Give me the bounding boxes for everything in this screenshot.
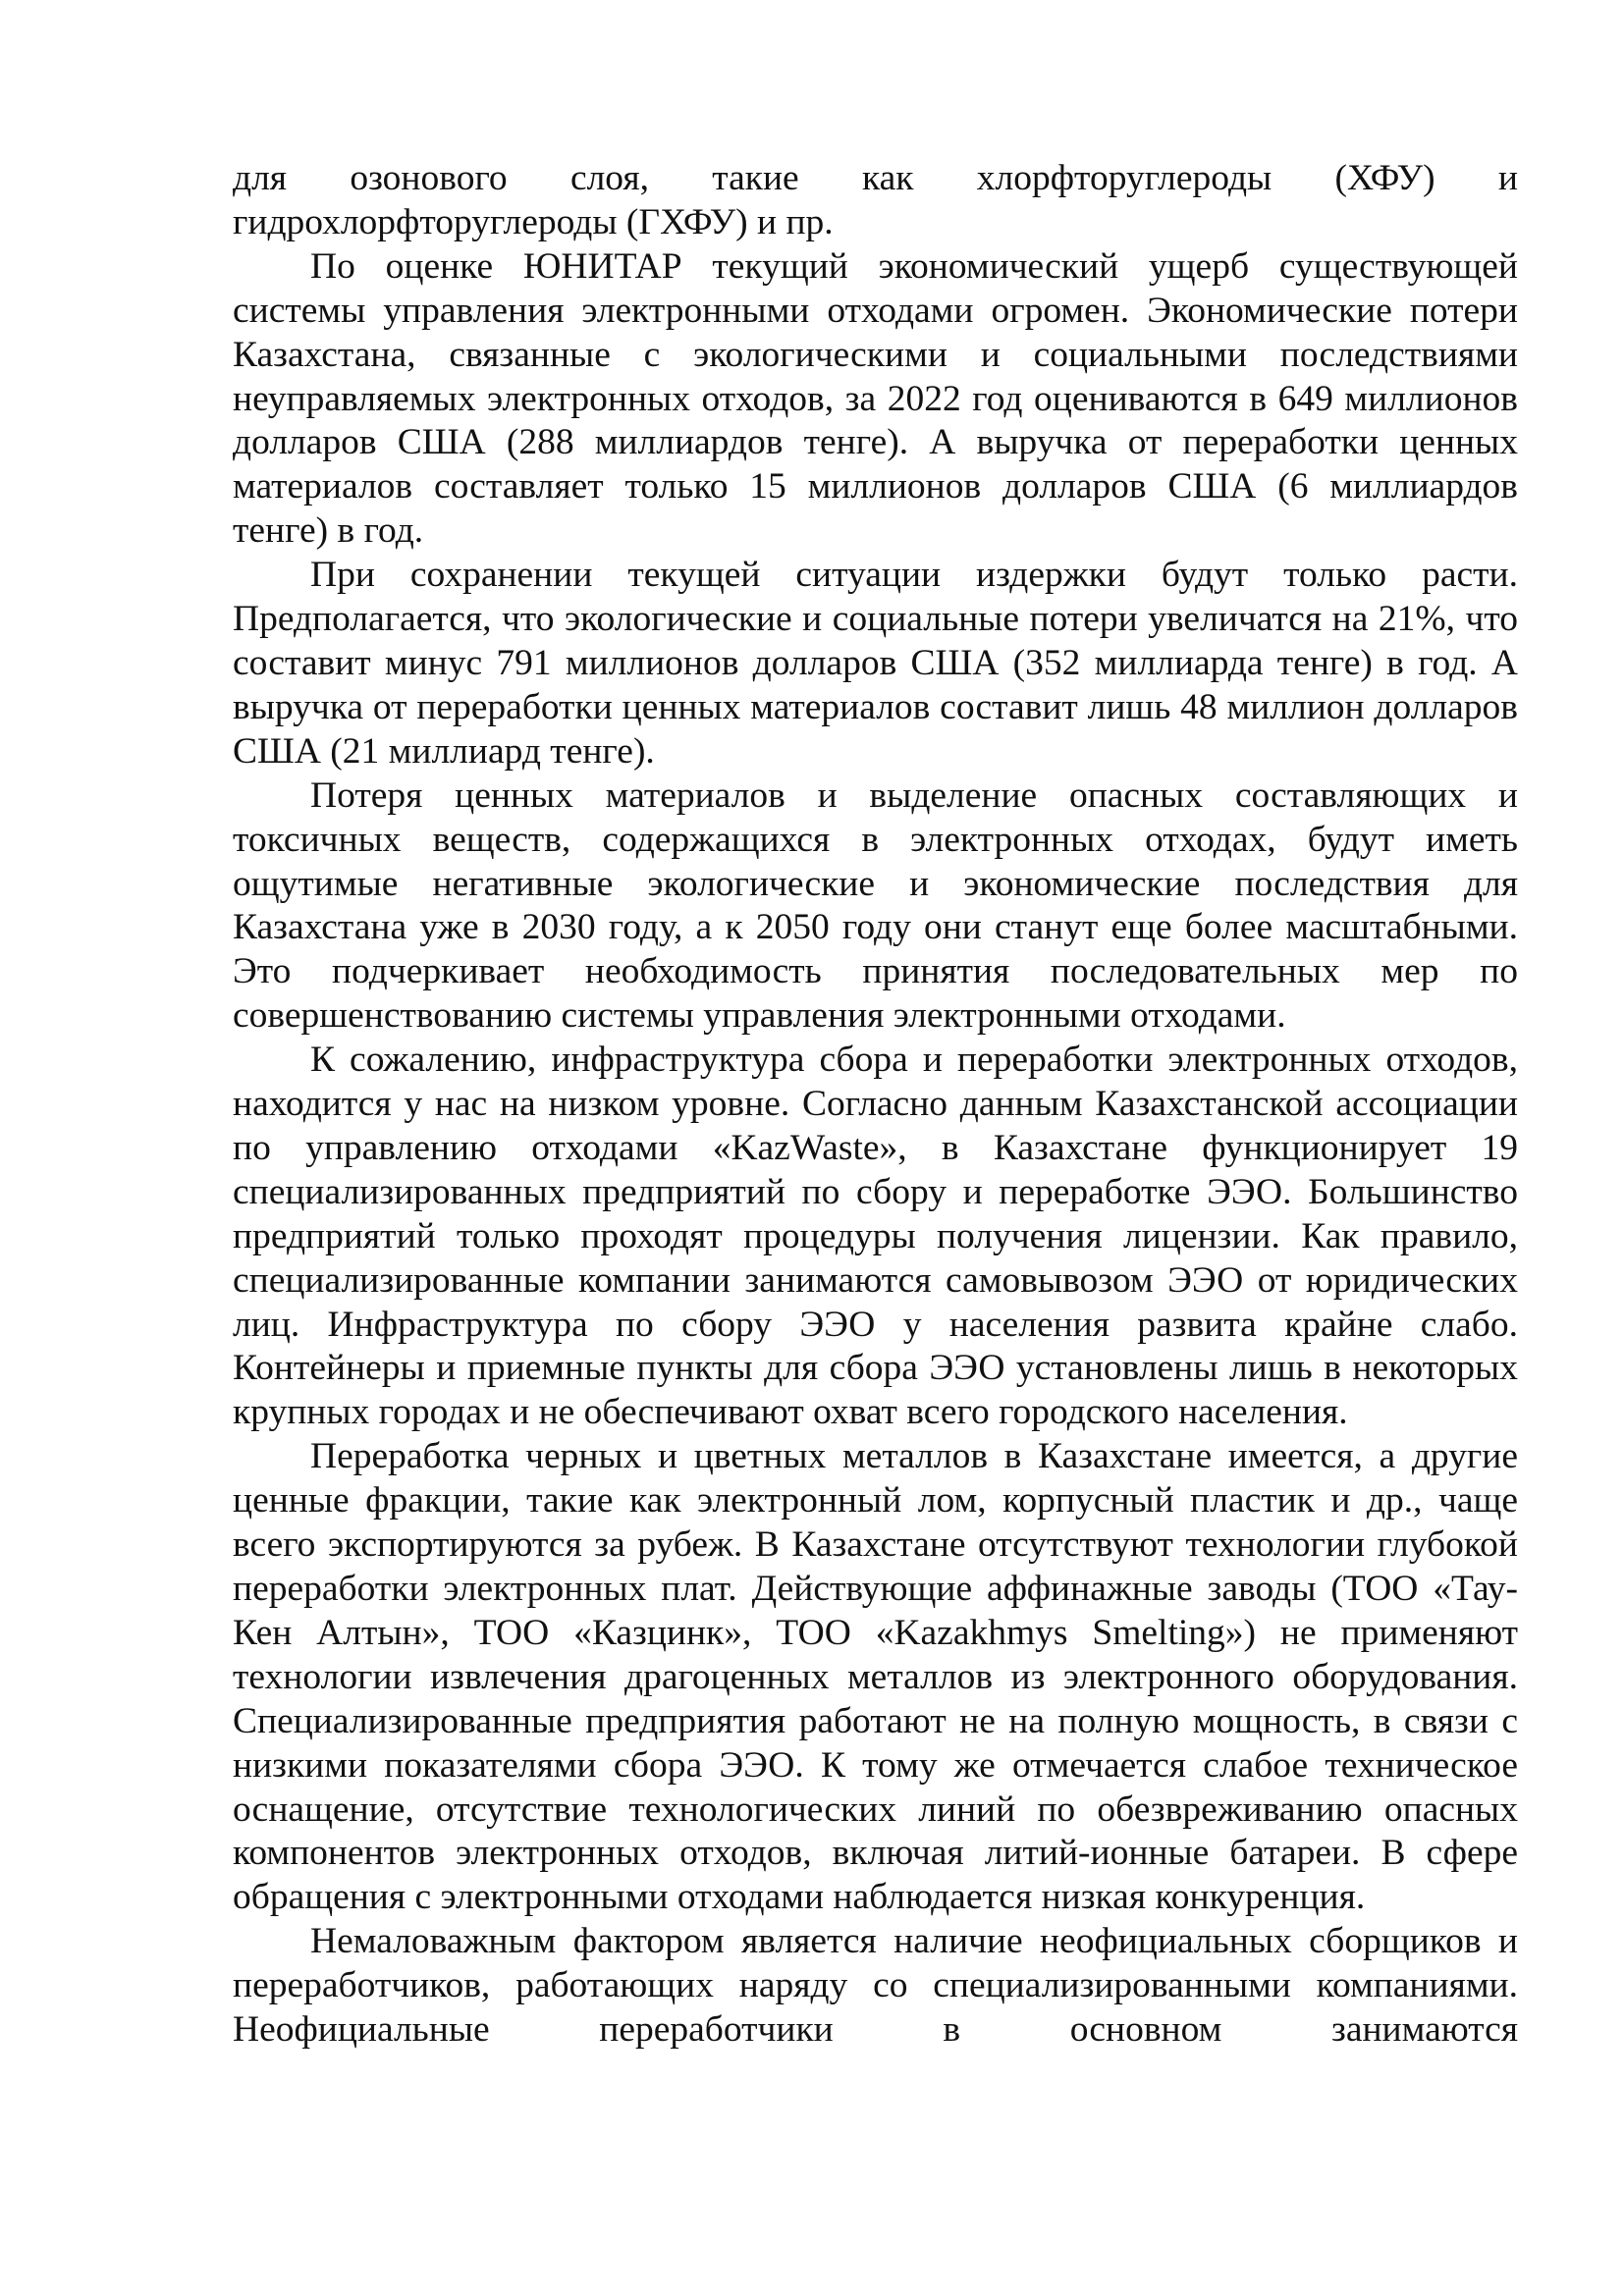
paragraph-5: К сожалению, инфраструктура сбора и переработки электронных отходов, находится у нас на низком уровне. Согласно данным Казахстанской ассоциации по управлению отходами «KazWaste», в Казахстане функционирует 19 специализированных предприятий по сбору и переработке ЭЭО. Большинство предприятий только проходят процедуры получения лицензии. Как правило, специализированные компании занимаются самовывозом ЭЭО от юридических лиц. Инфраструктура по сбору ЭЭО у населения развита крайне слабо. Контейнеры и приемные пункты для сбора ЭЭО установлены лишь в некоторых крупных городах и не обеспечивают охват всего городского населения. (233, 1040, 1518, 1433)
paragraph-4: Потеря ценных материалов и выделение опасных составляющих и токсичных веществ, содержащихся в электронных отходах, будут иметь ощутимые негативные экологические и экономические последствия для Казахстана уже в 2030 году, а к 2050 году они станут еще более масштабными. Это подчеркивает необходимость принятия последовательных мер по совершенствованию системы управления электронными отходами. (233, 774, 1518, 1037)
paragraph-6: Переработка черных и цветных металлов в Казахстане имеется, а другие ценные фракции, такие как электронный лом, корпусный пластик и др., чаще всего экспортируются за рубеж. В Казахстане отсутствуют технологии глубокой переработки электронных плат. Действующие аффинажные заводы (ТОО «Тау-Кен Алтын», ТОО «Казцинк», ТОО «Kazakhmys Smelting») не применяют технологии извлечения драгоценных металлов из электронного оборудования. Специализированные предприятия работают не на полную мощность, в связи с низкими показателями сбора ЭЭО. К тому же отмечается слабое техническое оснащение, отсутствие технологических линий по обезвреживанию опасных компонентов электронных отходов, включая литий-ионные батареи. В сфере обращения с электронными отходами наблюдается низкая конкуренция. (233, 1436, 1518, 1918)
paragraph-3: При сохранении текущей ситуации издержки будут только расти. Предполагается, что экологические и социальные потери увеличатся на 21%, что составит минус 791 миллионов долларов США (352 миллиарда тенге) в год. А выручка от переработки ценных материалов составит лишь 48 миллион долларов США (21 миллиард тенге). (233, 555, 1518, 772)
document-page (233, 157, 1518, 2053)
paragraph-2: По оценке ЮНИТАР текущий экономический ущерб существующей системы управления электронными отходами огромен. Экономические потери Казахстана, связанные с экологическими и социальными последствиями неуправляемых электронных отходов, за 2022 год оцениваются в 649 миллионов долларов США (288 миллиардов тенге). А выручка от переработки ценных материалов составляет только 15 миллионов долларов США (6 миллиардов тенге) в год. (233, 245, 1518, 552)
paragraph-7: Немаловажным фактором является наличие неофициальных сборщиков и переработчиков, работающих наряду со специализированными компаниями. Неофициальные переработчики в основном занимаются (233, 1921, 1518, 2051)
paragraph-1: для озонового слоя, такие как хлорфторуглероды (ХФУ) и гидрохлорфторуглероды (ГХФУ) и пр. (233, 158, 1518, 242)
